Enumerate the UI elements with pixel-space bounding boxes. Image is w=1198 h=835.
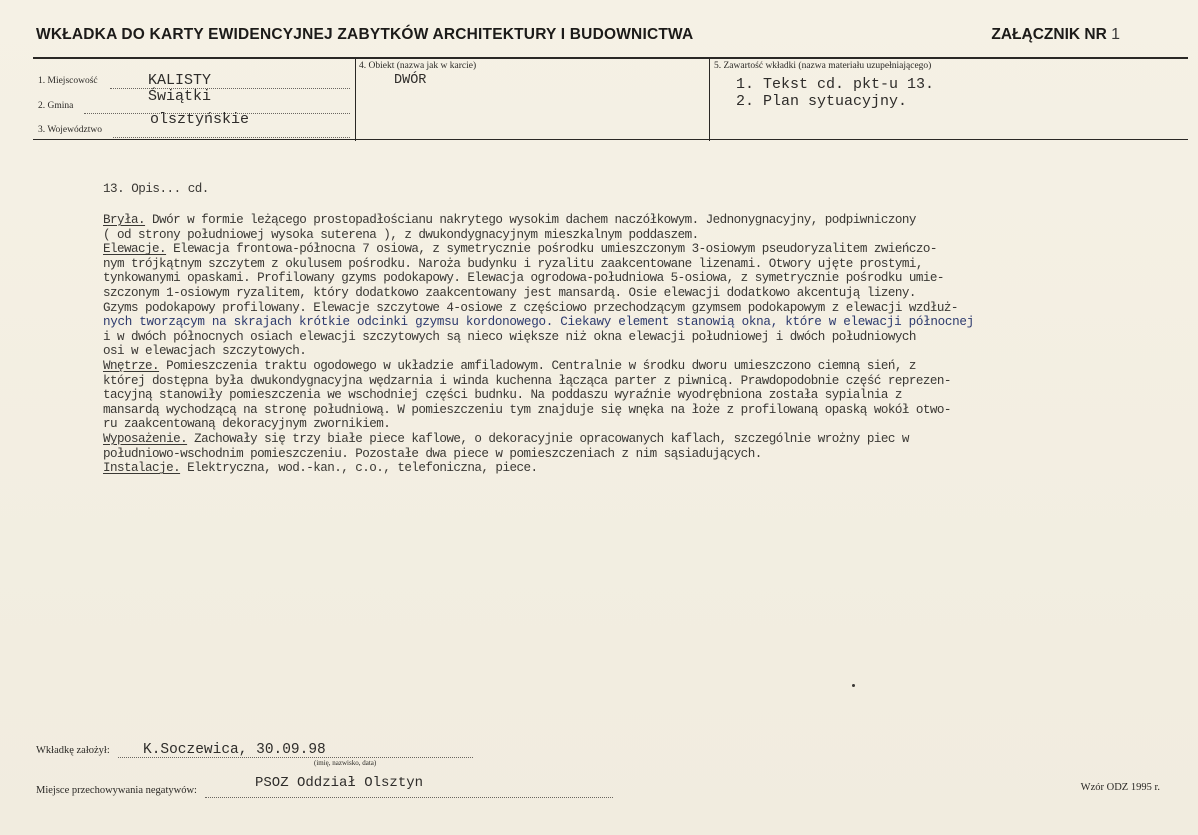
storage-label: Miejsce przechowywania negatywów: [36, 785, 197, 796]
body-line: Gzyms podokapowy profilowany. Elewacje szczytowe 4-osiowe z częściowo przechodzącym gzymsem podokapowym z elewacji wzdłuż- [103, 300, 958, 315]
header-divider-2 [709, 59, 710, 141]
body-line: tacyjną stanowiły pomieszczenia we wschodniej części budnku. Na poddaszu wyraźnie wyodrębniona została sypialnia z [103, 388, 902, 403]
body-line: której dostępna była dwukondygnacyjna wędzarnia i winda kuchenna łącząca parter z piwnicą. Prawdopodobnie część reprezen- [103, 373, 951, 388]
founded-sublabel: (imię, nazwisko, data) [314, 759, 377, 767]
storage-dotline [205, 797, 613, 798]
voivodeship-dotline [113, 137, 350, 138]
commune-value: Świątki [148, 88, 212, 105]
body-line: ru zaakcentowaną dekoracyjnym zwornikiem. [103, 417, 391, 432]
body-line: nym trójkątnym szczytem z okulusem pośrodku. Naroża budynku i ryzalitu zaakcentowane lizenami. Otwory ujęte prostymi, [103, 256, 923, 271]
body-line: nych tworzącym na skrajach krótkie odcinki gzymsu kordonowego. Ciekawy element stanowią okna, które w elewacji północnej [103, 315, 974, 330]
stray-dot [852, 684, 855, 687]
body-line: Elewacje. Elewacja frontowa-północna 7 osiowa, z symetrycznie pośrodku umieszczonym 3-osiowym pseudoryzalitem zwieńczo- [103, 242, 937, 257]
commune-label: 2. Gmina [38, 101, 74, 111]
annex-number: 1 [1111, 26, 1120, 43]
section-heading: 13. Opis... cd. [103, 182, 209, 196]
section-title-instalacje: Instalacje. [103, 461, 181, 476]
contents-item-1: 1. Tekst cd. pkt-u 13. [736, 76, 935, 93]
body-line: szczonym 1-osiowym ryzalitem, który dodatkowo zaakcentowany jest mansardą. Osie elewacji dodatkowo akcentują lizeny. [103, 285, 916, 300]
form-code: Wzór ODZ 1995 r. [1080, 782, 1160, 793]
header-divider-1 [355, 59, 356, 141]
contents-label: 5. Zawartość wkładki (nazwa materiału uzupełniającego) [714, 61, 932, 71]
body-line: Wyposażenie. Zachowały się trzy białe piece kaflowe, o dekoracyjnie opracowanych kaflach, szczególnie wrożny piec w [103, 431, 909, 446]
document-title: WKŁADKA DO KARTY EWIDENCYJNEJ ZABYTKÓW ARCHITEKTURY I BUDOWNICTWA [36, 26, 694, 43]
body-line: Instalacje. Elektryczna, wod.-kan., c.o., telefoniczna, piece. [103, 461, 538, 476]
voivodeship-value: olsztyńskie [150, 111, 250, 128]
object-value: DWÓR [394, 73, 427, 88]
founded-label: Wkładkę założył: [36, 745, 110, 756]
annex-label-text: ZAŁĄCZNIK NR [991, 26, 1107, 43]
locality-label: 1. Miejscowość [38, 76, 98, 86]
body-line: osi w elewacjach szczytowych. [103, 344, 307, 359]
section-title-wyposazenie: Wyposażenie. [103, 431, 188, 446]
storage-value: PSOZ Oddział Olsztyn [255, 775, 424, 791]
locality-dotline [110, 88, 350, 89]
section-title-wnetrze: Wnętrze. [103, 358, 160, 373]
description-text [103, 213, 1123, 476]
body-line: Wnętrze. Pomieszczenia traktu ogodowego w układzie amfiladowym. Centralnie w środku dworu umieszczono ciemną sień, z [103, 358, 916, 373]
voivodeship-label: 3. Województwo [38, 125, 102, 135]
body-line: ( od strony południowej wysoka suterena ), z dwukondygnacyjnym mieszkalnym poddaszem. [103, 227, 699, 242]
body-line: Bryła. Dwór w formie leżącego prostopadłościanu nakrytego wysokim dachem naczółkowym. Jednonygnacyjny, podpiwniczony [103, 213, 916, 227]
contents-item-2: 2. Plan sytuacyjny. [736, 93, 908, 110]
annex-label [991, 26, 1120, 44]
locality-value: KALISTY [148, 72, 212, 89]
body-line: południowo-wschodnim pomieszczeniu. Pozostałe dwa piece w pomieszczeniach z nim sąsiadujących. [103, 446, 762, 461]
object-label: 4. Obiekt (nazwa jak w karcie) [359, 61, 477, 71]
body-line: mansardą wychodzącą na stronę południową. W pomieszczeniu tym znajduje się wnęka na łoże z profilowaną opaską wokół otwo- [103, 402, 951, 417]
section-title-bryla: Bryła. [103, 213, 146, 227]
founded-value: K.Soczewica, 30.09.98 [143, 742, 326, 758]
body-line: i w dwóch północnych osiach elewacji szczytowych są nieco większe niż okna elewacji południowej i dwóch południowych [103, 329, 916, 344]
section-title-elewacje: Elewacje. [103, 242, 167, 257]
body-line: tynkowanymi opaskami. Profilowany gzyms podokapowy. Elewacja ogrodowa-południowa 5-osiowa, z symetrycznie pośrodku umie- [103, 271, 944, 286]
